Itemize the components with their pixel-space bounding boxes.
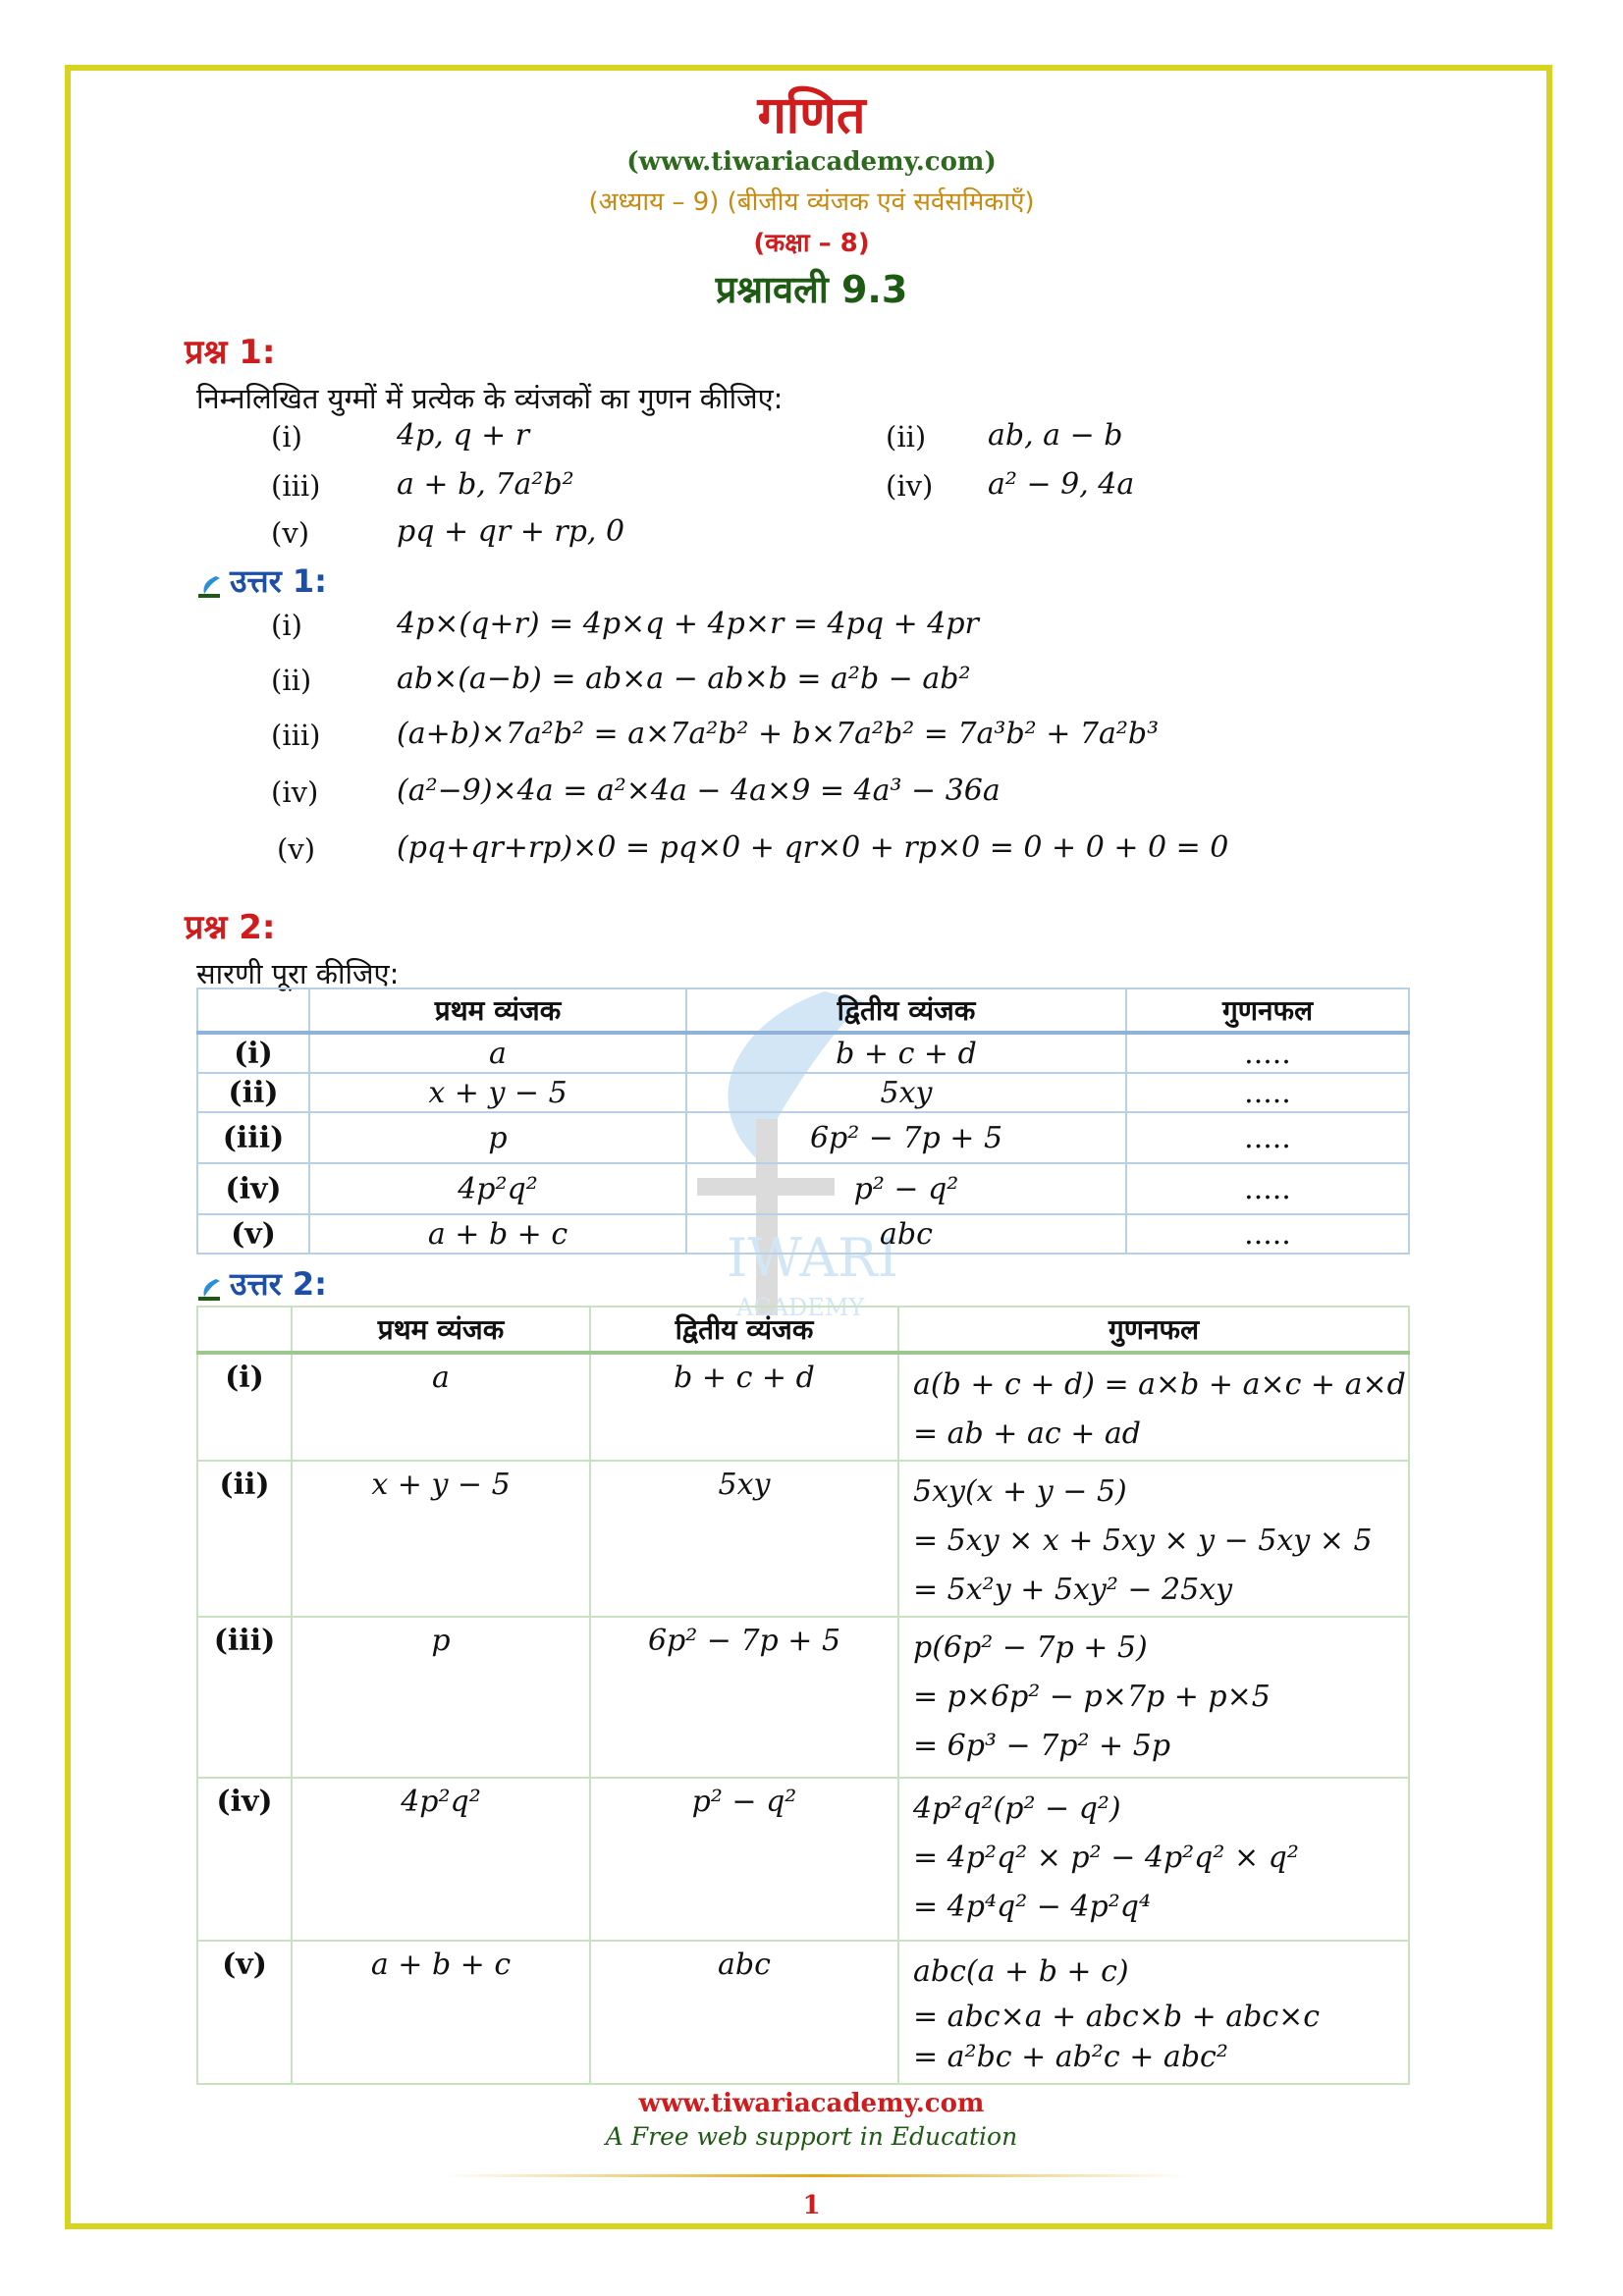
first-expression: 4p²q²: [292, 1778, 590, 1941]
pen-logo-icon: [196, 570, 222, 596]
q1-item-label: (i): [271, 420, 302, 454]
first-expression: x + y − 5: [292, 1461, 590, 1617]
product-line: = 4p⁴q² − 4p²q⁴: [913, 1890, 1151, 1924]
first-expression: p: [309, 1112, 686, 1163]
product-blank: .....: [1126, 1214, 1409, 1254]
table-row: [197, 1461, 1409, 1617]
row-label: (iv): [197, 1163, 309, 1214]
row-label: (v): [197, 1941, 292, 2084]
second-expression: abc: [590, 1941, 898, 2084]
product-cell: [898, 1941, 1409, 2084]
second-expression: abc: [686, 1214, 1126, 1254]
a1-item-expr: (pq+qr+rp)×0 = pq×0 + qr×0 + rp×0 = 0 + 0 + 0 = 0: [397, 830, 1229, 865]
a1-item-label: (ii): [271, 664, 312, 697]
product-line: = abc×a + abc×b + abc×c: [913, 2000, 1321, 2034]
first-expression: a + b + c: [309, 1214, 686, 1254]
product-blank: .....: [1126, 1163, 1409, 1214]
answer-2-label: उत्तर 2:: [230, 1265, 327, 1303]
class-label: (कक्षा – 8): [753, 229, 870, 258]
product-line: a(b + c + d) = a×b + a×c + a×d: [913, 1367, 1406, 1402]
answer-1-label: उत्तर 1:: [230, 562, 327, 600]
product-line: = 4p²q² × p² − 4p²q² × q²: [913, 1841, 1299, 1875]
answer-2-table: [196, 1306, 1410, 2085]
answer-2-heading: [196, 1262, 327, 1305]
first-expression: p: [292, 1617, 590, 1778]
product-line: = 5x²y + 5xy² − 25xy: [913, 1573, 1233, 1607]
row-label: (iii): [197, 1112, 309, 1163]
q1-item-expr: a² − 9, 4a: [988, 467, 1135, 502]
first-expression: a: [309, 1033, 686, 1073]
a1-item-expr: 4p×(q+r) = 4p×q + 4p×r = 4pq + 4pr: [397, 607, 979, 641]
question-2-table: [196, 988, 1410, 1255]
footer-website-link[interactable]: www.tiwariacademy.com: [638, 2089, 985, 2118]
row-label: (v): [197, 1214, 309, 1254]
row-label: (i): [197, 1033, 309, 1073]
question-2-text: सारणी पूरा कीजिए:: [196, 957, 400, 990]
second-expression: 5xy: [686, 1073, 1126, 1112]
column-header: [197, 1307, 292, 1353]
column-header: द्वितीय व्यंजक: [590, 1307, 898, 1353]
product-cell: [898, 1353, 1409, 1461]
table-header-row: [197, 1307, 1409, 1353]
product-line: = a²bc + ab²c + abc²: [913, 2040, 1228, 2074]
column-header: प्रथम व्यंजक: [292, 1307, 590, 1353]
product-cell: [898, 1461, 1409, 1617]
column-header: [197, 988, 309, 1033]
product-line: abc(a + b + c): [913, 1954, 1129, 1989]
second-expression: p² − q²: [590, 1778, 898, 1941]
q1-item-expr: pq + qr + rp, 0: [397, 514, 625, 549]
q1-item-label: (v): [271, 516, 310, 550]
q1-item-label: (iv): [886, 469, 934, 503]
question-2-heading: प्रश्न 2:: [185, 908, 276, 947]
table-row: [197, 1033, 1409, 1073]
product-cell: [898, 1778, 1409, 1941]
table-row: [197, 1163, 1409, 1214]
table-row: [197, 1112, 1409, 1163]
first-expression: 4p²q²: [309, 1163, 686, 1214]
product-line: = p×6p² − p×7p + p×5: [913, 1680, 1271, 1714]
table-row: [197, 1778, 1409, 1941]
q1-item-expr: 4p, q + r: [397, 418, 530, 453]
question-1-heading: प्रश्न 1:: [185, 333, 276, 372]
product-line: = 6p³ − 7p² + 5p: [913, 1729, 1171, 1763]
a1-item-expr: ab×(a−b) = ab×a − ab×b = a²b − ab²: [397, 662, 971, 696]
row-label: (i): [197, 1353, 292, 1461]
product-blank: .....: [1126, 1073, 1409, 1112]
footer-tagline: A Free web support in Education: [605, 2122, 1018, 2151]
product-line: 4p²q²(p² − q²): [913, 1791, 1121, 1826]
table-row: [197, 1941, 1409, 2084]
a1-item-label: (iv): [271, 775, 319, 809]
page-number: 1: [802, 2191, 821, 2220]
a1-item-label: (iii): [271, 719, 321, 752]
second-expression: 5xy: [590, 1461, 898, 1617]
column-header: द्वितीय व्यंजक: [686, 988, 1126, 1033]
answer-1-heading: [196, 560, 327, 602]
q1-item-expr: a + b, 7a²b²: [397, 467, 574, 502]
row-label: (ii): [197, 1461, 292, 1617]
q1-item-expr: ab, a − b: [988, 418, 1123, 453]
watermark-text: IWARI: [727, 1227, 899, 1289]
column-header: गुणनफल: [1126, 988, 1409, 1033]
header-website: (www.tiwariacademy.com): [626, 147, 997, 177]
a1-item-expr: (a+b)×7a²b² = a×7a²b² + b×7a²b² = 7a³b² + 7a²b³: [397, 717, 1160, 751]
table-row: [197, 1073, 1409, 1112]
question-1-text: निम्नलिखित युग्मों में प्रत्येक के व्यंजकों का गुणन कीजिए:: [196, 382, 784, 415]
row-label: (ii): [197, 1073, 309, 1112]
product-blank: .....: [1126, 1033, 1409, 1073]
table-header-row: [197, 988, 1409, 1033]
a1-item-label: (i): [271, 609, 302, 642]
product-line: p(6p² − 7p + 5): [913, 1630, 1148, 1665]
table-row: [197, 1617, 1409, 1778]
first-expression: x + y − 5: [309, 1073, 686, 1112]
row-label: (iv): [197, 1778, 292, 1941]
chapter-title: (अध्याय – 9) (बीजीय व्यंजक एवं सर्वसमिकाएँ): [588, 187, 1035, 217]
footer-divider: [442, 2174, 1188, 2177]
second-expression: 6p² − 7p + 5: [686, 1112, 1126, 1163]
product-line: 5xy(x + y − 5): [913, 1474, 1127, 1509]
table-row: [197, 1353, 1409, 1461]
a1-item-label: (v): [277, 832, 316, 866]
row-label: (iii): [197, 1617, 292, 1778]
watermark-subtext: ACADEMY: [736, 1294, 865, 1321]
q1-item-label: (ii): [886, 420, 927, 454]
q1-item-label: (iii): [271, 469, 321, 503]
first-expression: a: [292, 1353, 590, 1461]
product-blank: .....: [1126, 1112, 1409, 1163]
second-expression: 6p² − 7p + 5: [590, 1617, 898, 1778]
product-cell: [898, 1617, 1409, 1778]
second-expression: p² − q²: [686, 1163, 1126, 1214]
table-row: [197, 1214, 1409, 1254]
first-expression: a + b + c: [292, 1941, 590, 2084]
a1-item-expr: (a²−9)×4a = a²×4a − 4a×9 = 4a³ − 36a: [397, 774, 1001, 808]
column-header: गुणनफल: [898, 1307, 1409, 1353]
column-header: प्रथम व्यंजक: [309, 988, 686, 1033]
pen-logo-icon: [196, 1273, 222, 1299]
product-line: = 5xy × x + 5xy × y − 5xy × 5: [913, 1523, 1373, 1558]
second-expression: b + c + d: [590, 1353, 898, 1461]
exercise-title: प्रश्नावली 9.3: [715, 268, 908, 311]
product-line: = ab + ac + ad: [913, 1416, 1141, 1451]
page-title: गणित: [757, 86, 866, 145]
second-expression: b + c + d: [686, 1033, 1126, 1073]
